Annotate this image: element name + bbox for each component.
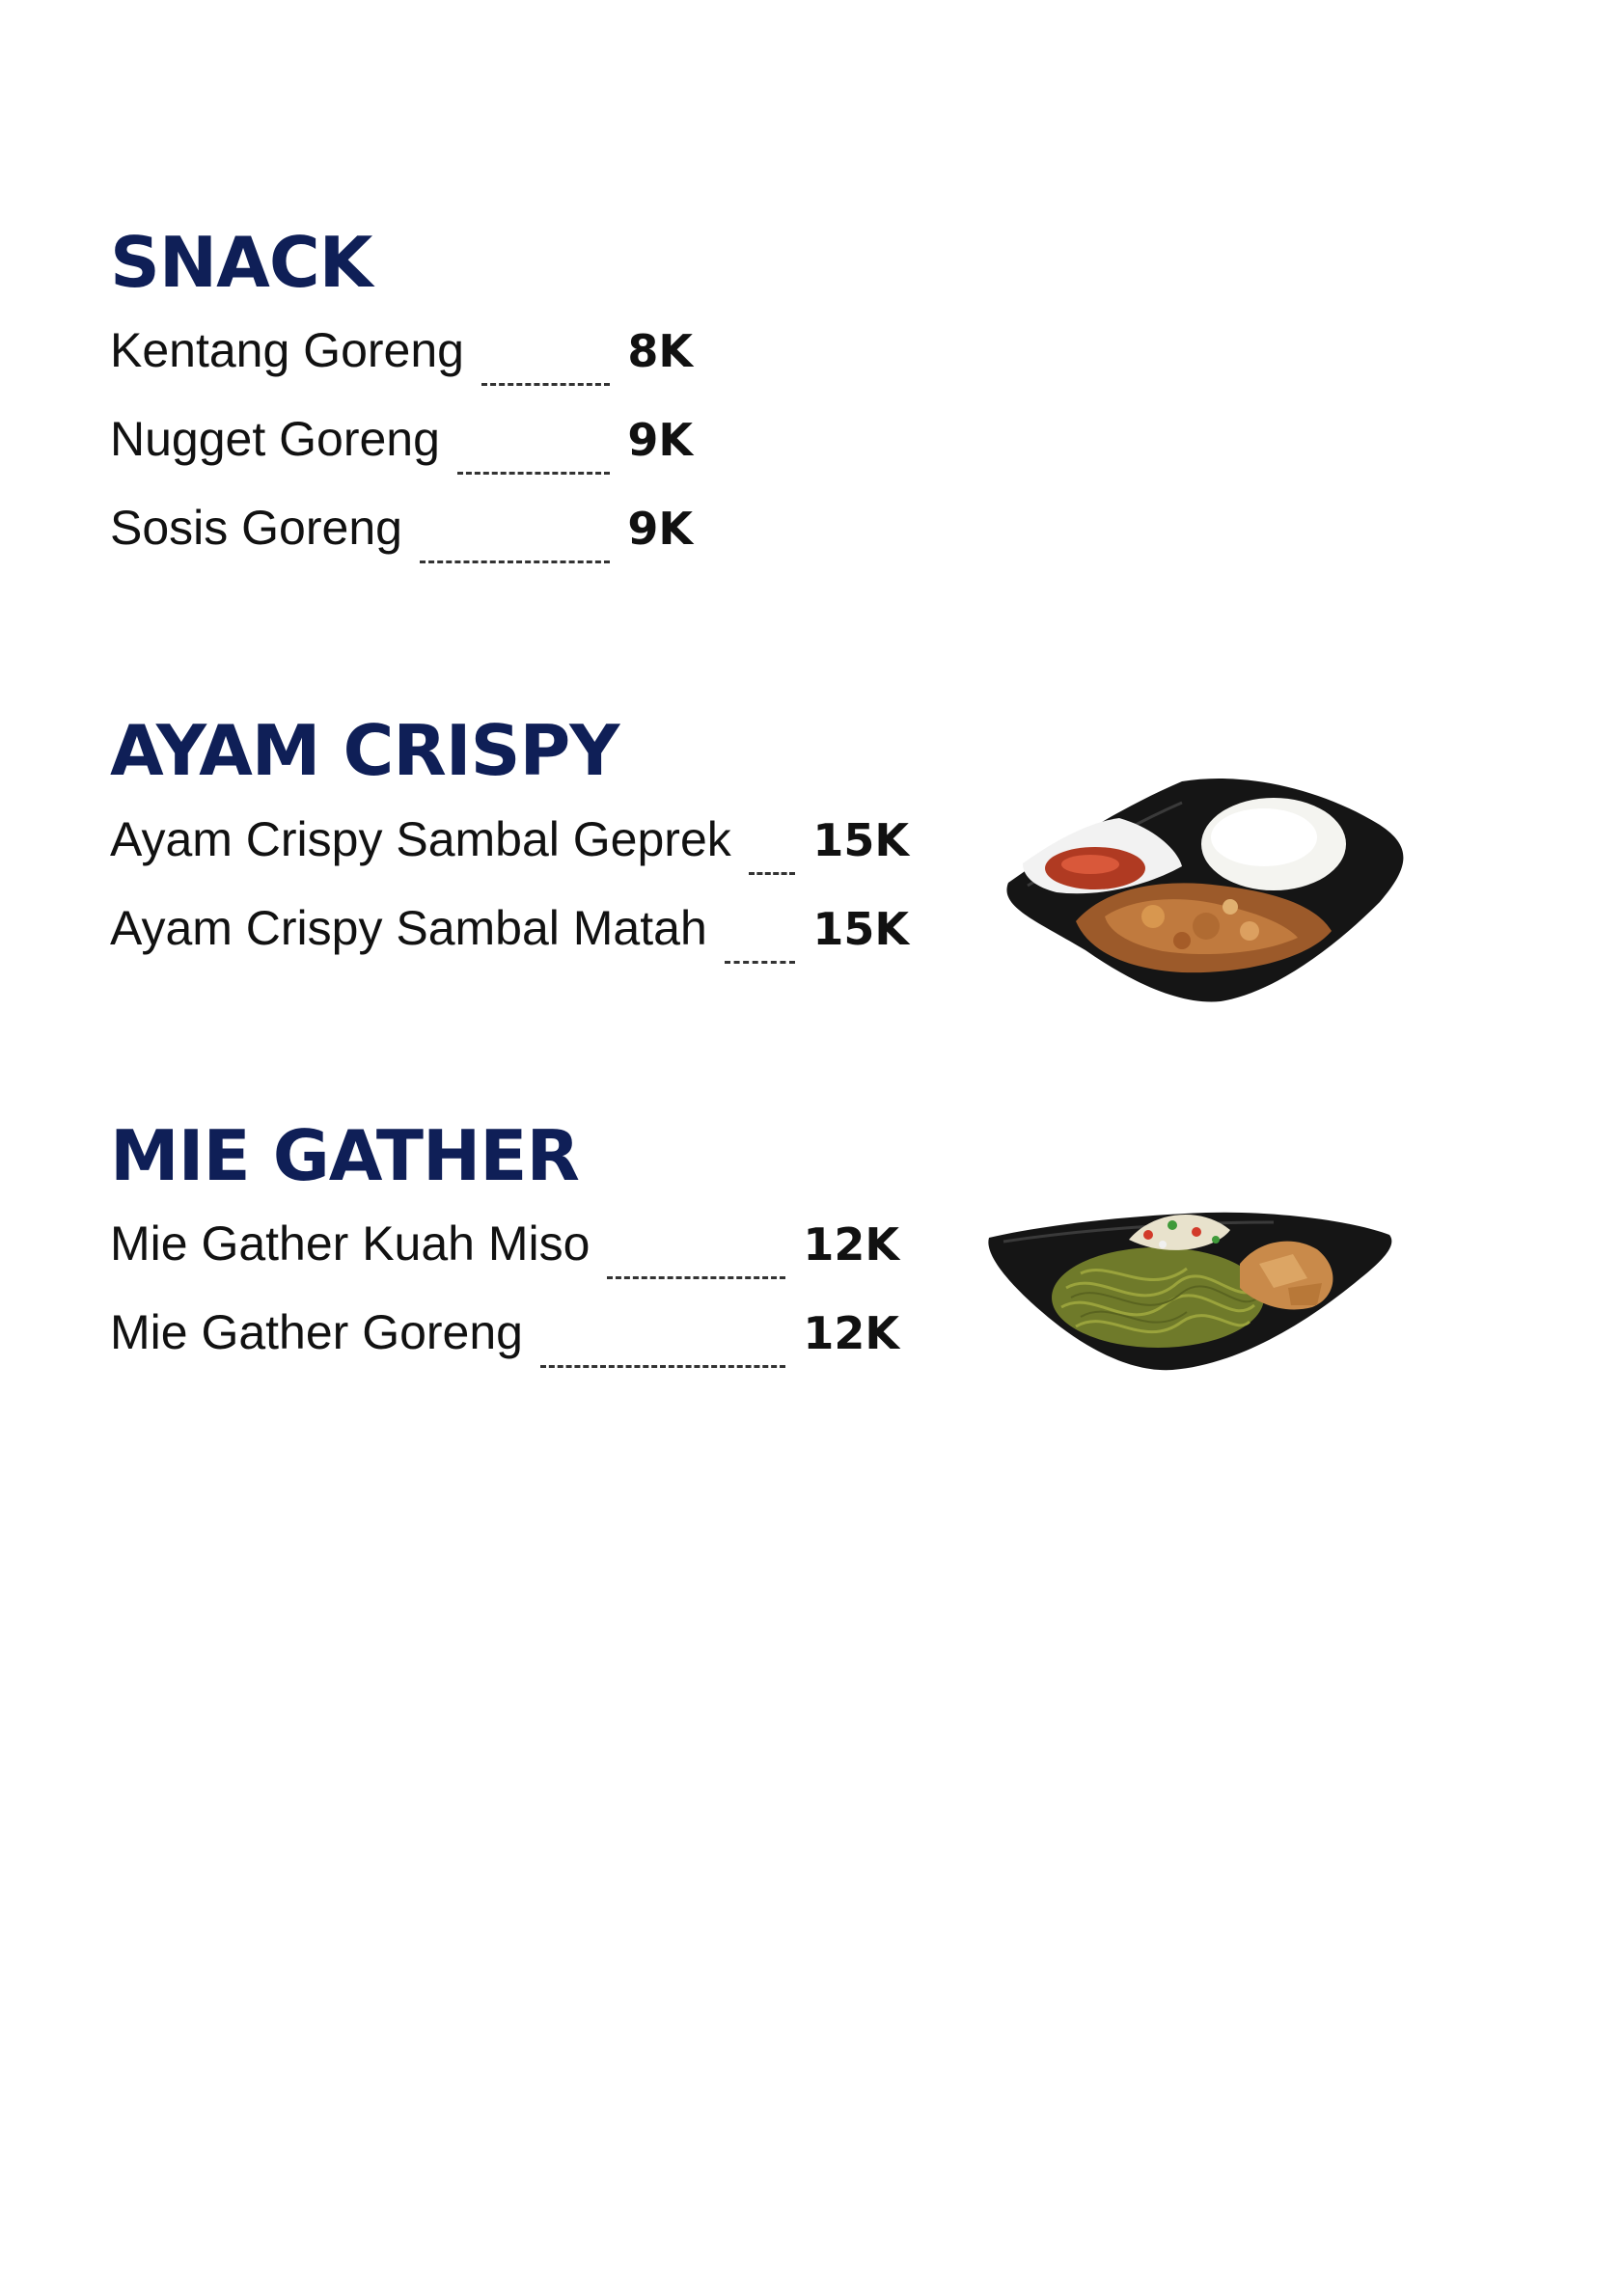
menu-item-name: Ayam Crispy Sambal Geprek [110, 812, 731, 866]
menu-item [110, 323, 693, 415]
dotted-leader [725, 961, 796, 964]
menu-item-name: Kentang Goreng [110, 323, 464, 377]
mie-gather-plate-image [984, 1191, 1399, 1375]
section-title-mie-gather: MIE GATHER [110, 1115, 579, 1196]
menu-item-price: 15K [812, 814, 909, 866]
menu-item [110, 501, 693, 592]
menu-item [110, 412, 693, 504]
dotted-leader [457, 472, 610, 475]
dotted-leader [481, 383, 610, 386]
menu-item [110, 812, 909, 904]
dotted-leader [420, 560, 610, 563]
section-title-snack: SNACK [110, 222, 372, 303]
dotted-leader [749, 872, 796, 875]
dotted-leader [607, 1276, 785, 1279]
ayam-crispy-item-list [110, 812, 909, 993]
menu-item-name: Mie Gather Kuah Miso [110, 1216, 591, 1271]
menu-item-name: Mie Gather Goreng [110, 1305, 523, 1359]
snack-item-list [110, 323, 693, 592]
menu-item-price: 12K [803, 1218, 899, 1271]
mie-gather-item-list [110, 1216, 899, 1397]
menu-item-price: 8K [627, 325, 693, 377]
menu-item-name: Ayam Crispy Sambal Matah [110, 901, 707, 955]
dotted-leader [540, 1365, 785, 1368]
menu-item-name: Nugget Goreng [110, 412, 440, 466]
menu-item [110, 901, 909, 993]
menu-item [110, 1216, 899, 1308]
ayam-crispy-plate-image [999, 772, 1409, 1008]
section-title-ayam-crispy: AYAM CRISPY [110, 710, 619, 791]
menu-item-price: 12K [803, 1307, 899, 1359]
menu-item-name: Sosis Goreng [110, 501, 402, 555]
menu-item [110, 1305, 899, 1397]
menu-item-price: 15K [812, 903, 909, 955]
menu-item-price: 9K [627, 503, 693, 555]
menu-item-price: 9K [627, 414, 693, 466]
